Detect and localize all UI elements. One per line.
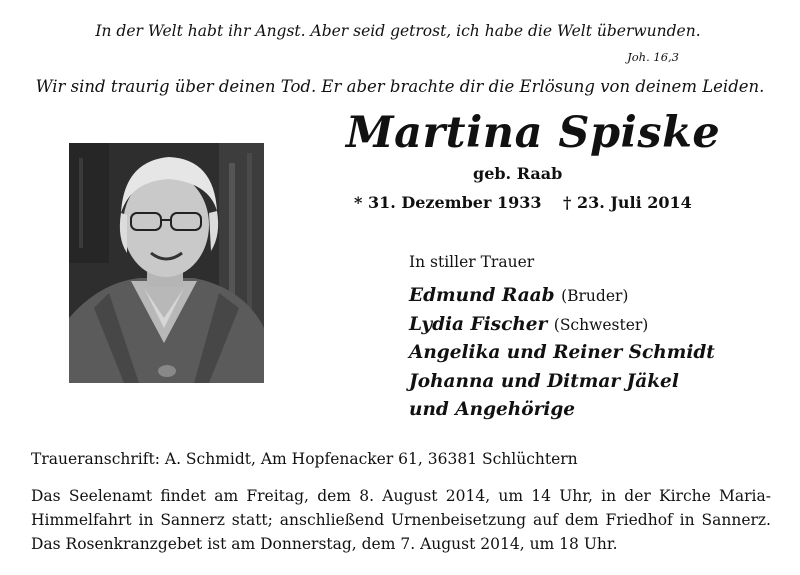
mourner-relation: (Bruder) (561, 287, 629, 305)
mourner-name: und Angehörige (409, 399, 576, 420)
maiden-name: geb. Raab (473, 164, 563, 183)
mourner-name: Lydia Fischer (409, 313, 548, 335)
mourner-name: Edmund Raab (409, 285, 555, 306)
life-dates (354, 193, 692, 212)
birth-date: * 31. Dezember 1933 (354, 193, 542, 212)
bible-quote-source: Joh. 16,3 (627, 50, 679, 64)
mourner-item (409, 342, 715, 371)
death-date: † 23. Juli 2014 (563, 193, 692, 212)
mourner-name: Angelika und Reiner Schmidt (409, 342, 715, 363)
mourner-item (409, 399, 715, 428)
mourning-intro: In stiller Trauer (409, 253, 535, 271)
mourning-quote: Wir sind traurig über deinen Tod. Er aber brachte dir die Erlösung von deinem Leiden. (35, 77, 765, 96)
mourner-item (409, 371, 715, 400)
portrait-photo (69, 143, 264, 383)
mourning-address: Traueranschrift: A. Schmidt, Am Hopfenacker 61, 36381 Schlüchtern (31, 450, 578, 468)
bible-quote: In der Welt habt ihr Angst. Aber seid getrost, ich habe die Welt überwunden. (95, 22, 701, 40)
mourner-relation: (Schwester) (553, 315, 649, 334)
mourners-list (409, 285, 715, 428)
mourner-item (409, 314, 715, 343)
mourner-name: Johanna und Ditmar Jäkel (409, 370, 679, 392)
mourner-item (409, 285, 715, 314)
service-details: Das Seelenamt findet am Freitag, dem 8. August 2014, um 14 Uhr, in der Kirche Maria-Himmelfahrt in Sannerz statt; anschließend Urnenbeisetzung auf dem Friedhof in Sannerz. Das Rosenkranzgebet ist am Donnerstag, dem 7. August 2014, um 18 Uhr. (31, 487, 771, 553)
deceased-name: Martina Spiske (346, 108, 721, 158)
